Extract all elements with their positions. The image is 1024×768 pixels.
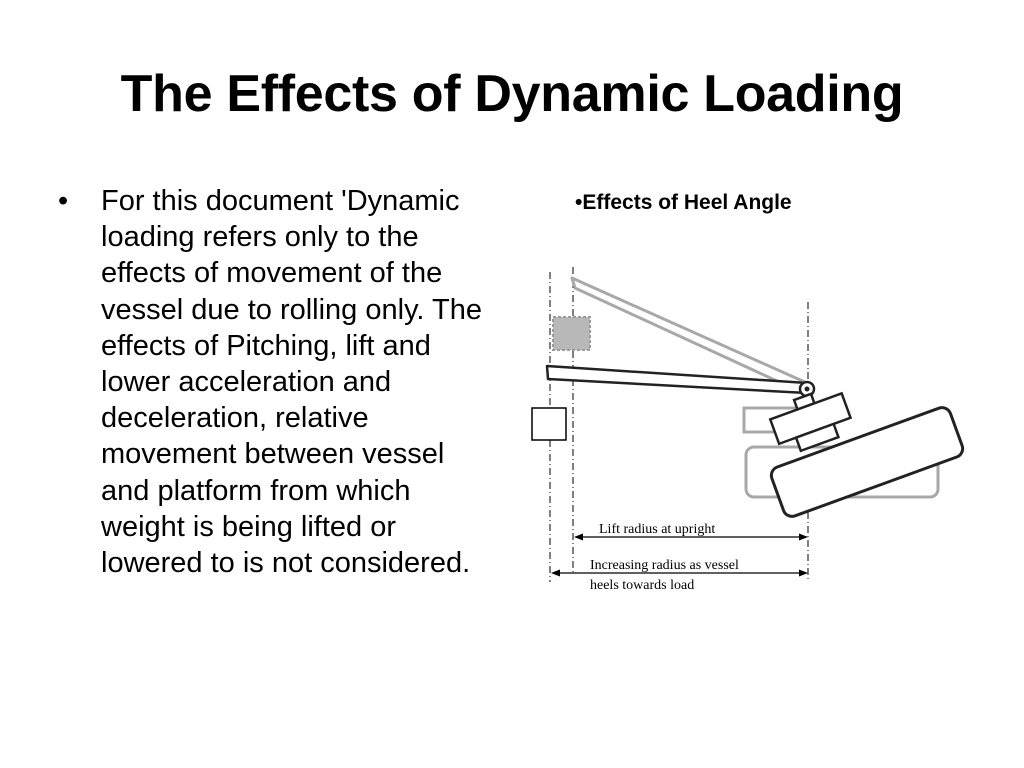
lift-radius-label: Lift radius at upright [599, 522, 716, 537]
bullet-marker: • [58, 185, 69, 217]
increasing-radius-arrowhead-left [551, 570, 560, 577]
bullet-item [58, 183, 498, 581]
increasing-radius-arrowhead-right [799, 570, 808, 577]
lift-radius-arrowhead-left [574, 534, 583, 541]
load-upright-position [532, 408, 566, 440]
boom-pivot-center [805, 387, 810, 392]
load-heeled-position [553, 317, 590, 350]
slide-title: The Effects of Dynamic Loading [120, 65, 904, 123]
increasing-radius-label-line1: Increasing radius as vessel [590, 558, 739, 573]
heel-angle-diagram [520, 262, 980, 602]
bullet-text: For this document 'Dynamic loading refers only to the effects of movement of the vessel due to rolling only. The effects of Pitching, lift and lower acceleration and deceleration, relative movement between vessel and platform from which weight is being lifted or lowered to is not considered. [101, 185, 482, 580]
diagram-caption: •Effects of Heel Angle [575, 191, 792, 214]
bullet-list [58, 183, 498, 581]
increasing-radius-label-line2: heels towards load [590, 578, 695, 593]
lift-radius-arrowhead-right [799, 534, 808, 541]
